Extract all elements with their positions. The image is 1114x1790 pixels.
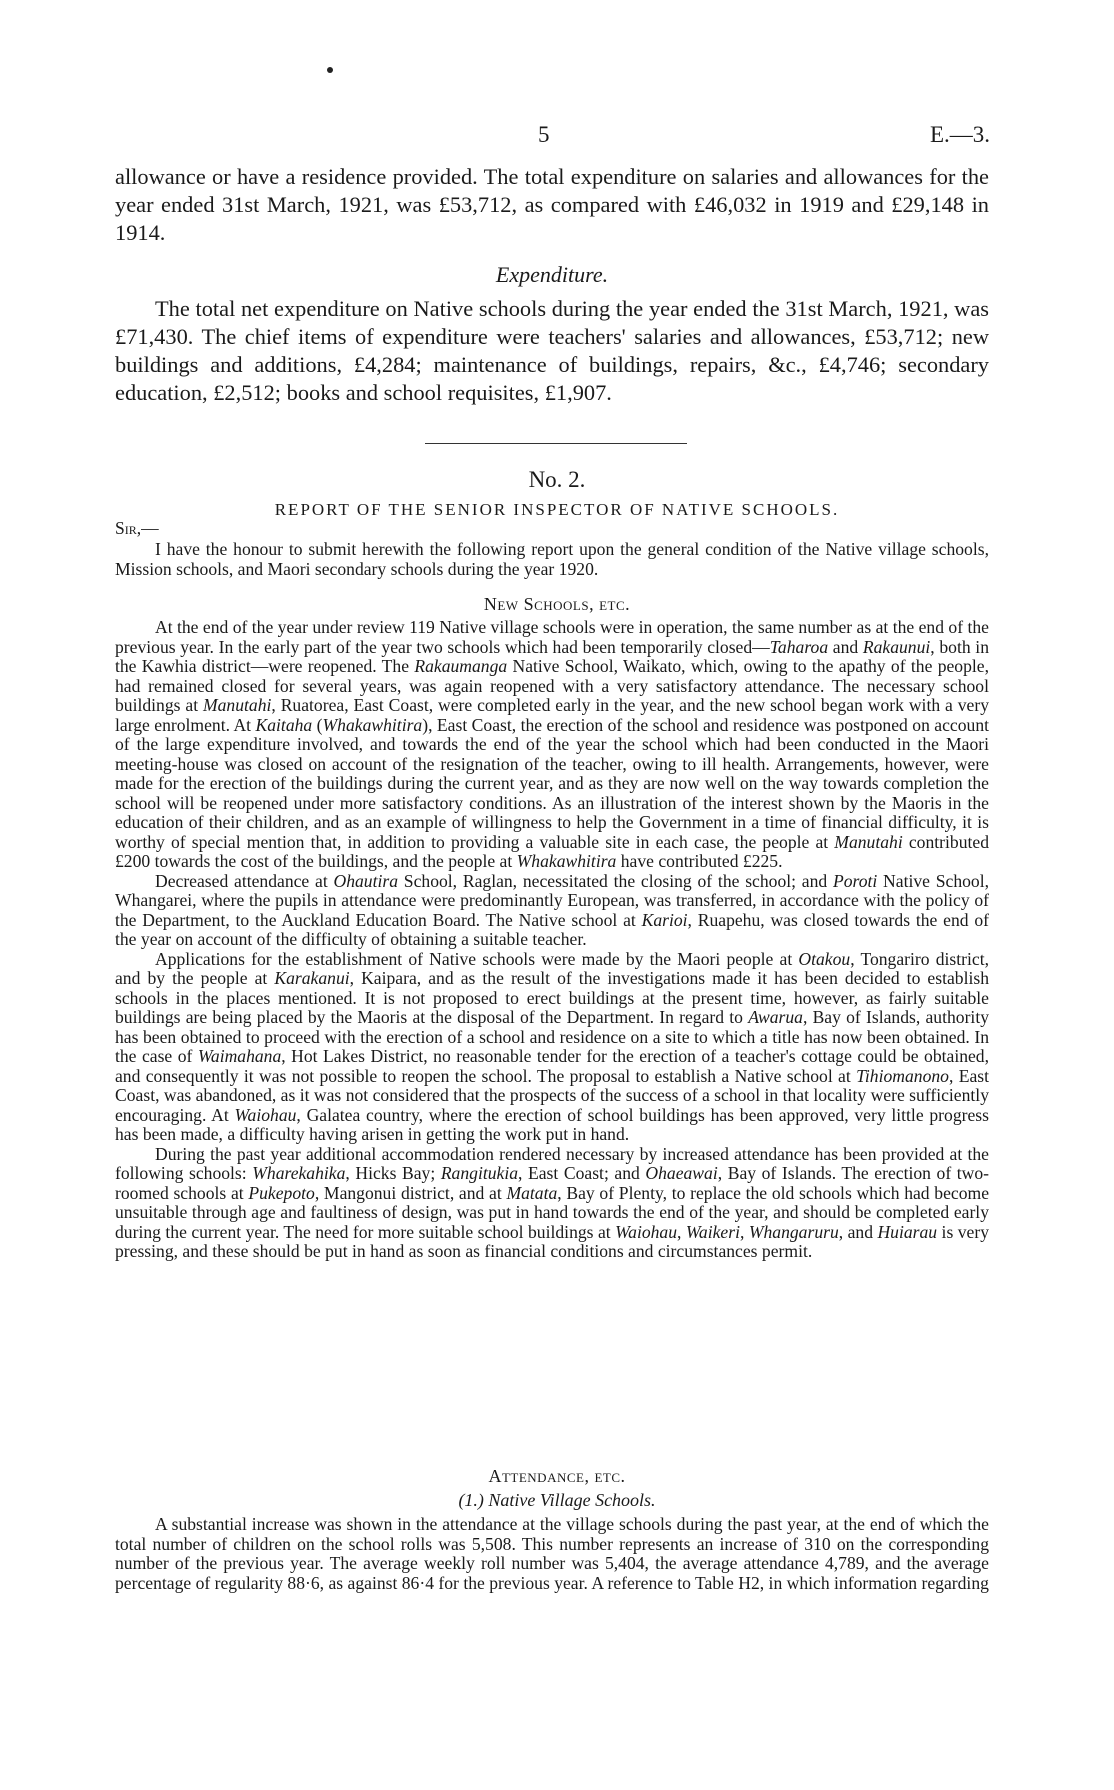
new-schools-paragraph-4: During the past year additional accommodation rendered necessary by increased attendance has been provided at the following schools: Wharekahika, Hicks Bay; Rangitukia, East Coast; and Ohaeawai, Bay of Islands. The erection of two-roomed schools at Pukepoto, Mangonui district, and at Matata, Bay of Plenty, to replace the old schools which had become unsuitable through age and faultiness of design, was put in hand towards the end of the year, and should be completed early during the current year. The need for more suitable school buildings at Waiohau, Waikeri, Whangaruru, and Huiarau is very pressing, and these should be put in hand as soon as financial conditions and circumstances permit. xyxy=(115,1143,990,1261)
attendance-paragraph: A substantial increase was shown in the attendance at the village schools during the past year, at the end of which the total number of children on the school rolls was 5,508. This number represents an increase of 310 on the corresponding number of the previous year. The average weekly roll number was 5,404, the average attendance 4,789, and the average percentage of regularity 88·6, as against 86·4 for the previous year. A reference to Table H2, in which information regarding xyxy=(115,1514,989,1593)
new-schools-paragraph-1: At the end of the year under review 119 Native village schools were in operation, the same number as at the end of the previous year. In the early part of the year two schools which had been temporarily closed—Taharoa and Rakaunui, both in the Kawhia district—were reopened. The Rakaumanga Native School, Waikato, which, owing to the apathy of the people, had remained closed for several years, was again reopened with a very satisfactory attendance. The necessary school buildings at Manutahi, Ruatorea, East Coast, were completed early in the year, and the new school began work with a very large enrolment. At Kaitaha (Whakawhitira), East Coast, the erection of the school and residence was postponed on account of the large expenditure involved, and towards the end of the year the school which had been conducted in the Maori meeting-house was closed on account of the resignation of the teacher, owing to ill health. Arrangements, however, were made for the erection of the buildings during the current year, and as they are now well on the way towards completion the school will be reopened under more satisfactory conditions. As an illustration of the interest shown by the Maoris in the education of their children, and as an example of willingness to help the Government in a time of financial difficulty, it is worthy of special mention that, in addition to providing a valuable site in each case, the people at Manutahi contributed £200 towards the cost of the buildings, and the people at Whakawhitira have contributed £225. xyxy=(115,617,990,871)
new-schools-paragraph-3: Applications for the establishment of Native schools were made by the Maori people at Otakou, Tongariro district, and by the people at Karakanui, Kaipara, and as the result of the investigations made it has been decided to establish schools in the places mentioned. It is not proposed to erect buildings at the present time, however, as fairly suitable buildings are being placed by the Maoris at the disposal of the Department. In regard to Awarua, Bay of Islands, authority has been obtained to proceed with the erection of a school and residence on a site to which a title has now been obtained. In the case of Waimahana, Hot Lakes District, no reasonable tender for the erection of a teacher's cottage could be obtained, and consequently it was not possible to reopen the school. The proposal to establish a Native school at Tihiomanono, East Coast, was abandoned, as it was not considered that the prospects of the success of a school in that locality were sufficiently encouraging. At Waiohau, Galatea country, where the erection of school buildings has been approved, very little progress has been made, a difficulty having arisen in getting the work put in hand. xyxy=(115,948,990,1144)
attendance-heading: Attendance, etc. xyxy=(488,1466,626,1486)
expenditure-paragraph: The total net expenditure on Native schools during the year ended the 31st March, 1921, was £71,430. The chief items of expenditure were teachers' salaries and allowances, £53,712; new buildings and additions, £4,284; maintenance of buildings, repairs, &c., £4,746; secondary education, £2,512; books and school requisites, £1,907. xyxy=(115,296,989,405)
section-divider xyxy=(425,443,687,444)
intro-text: allowance or have a residence provided. The total expenditure on salaries and allowances for the year ended 31st March, 1921, was £53,712, as compared with £46,032 in 1919 and £29,148 in 1914. xyxy=(115,164,989,245)
new-schools-heading: New Schools, etc. xyxy=(483,594,631,614)
village-schools-subheading: (1.) Native Village Schools. xyxy=(458,1490,656,1510)
page-header xyxy=(0,122,1114,152)
new-schools-paragraph-2: Decreased attendance at Ohautira School, Raglan, necessitated the closing of the school; and Poroti Native School, Whangarei, where the pupils in attendance were predominantly European, was transferred, in accordance with the policy of the Department, to the Auckland Education Board. The Native school at Karioi, Ruapehu, was closed towards the end of the year on account of the difficulty of obtaining a suitable teacher. xyxy=(115,870,989,949)
salutation: Sir,— xyxy=(115,518,159,538)
report-title: REPORT OF THE SENIOR INSPECTOR OF NATIVE SCHOOLS. xyxy=(274,500,840,519)
expenditure-heading: Expenditure. xyxy=(495,262,609,287)
document-reference: E.—3. xyxy=(929,122,990,147)
opening-paragraph: I have the honour to submit herewith the following report upon the general condition of the Native village schools, Mission schools, and Maori secondary schools during the year 1920. xyxy=(115,539,989,579)
page-number: 5 xyxy=(538,122,550,147)
ink-dot xyxy=(327,67,333,73)
new-schools-body xyxy=(115,618,989,1262)
report-number: No. 2. xyxy=(528,467,586,492)
intro-paragraph xyxy=(115,163,989,247)
